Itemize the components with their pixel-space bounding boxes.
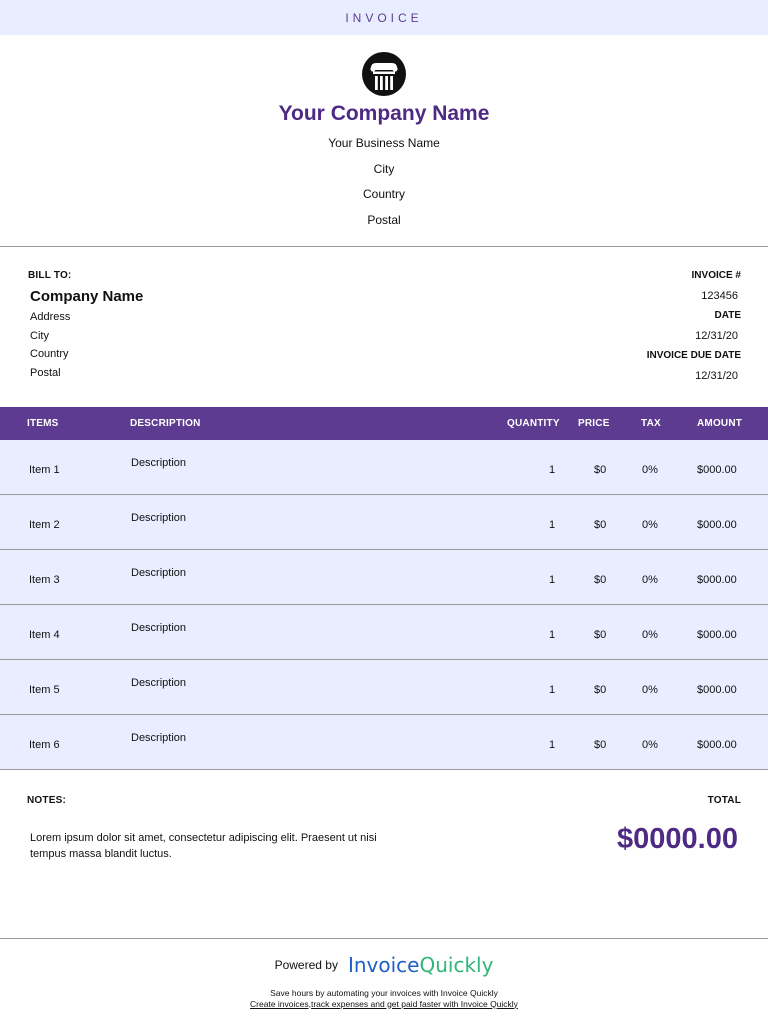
invoice-banner: [0, 0, 768, 35]
header-description: DESCRIPTION: [130, 418, 201, 429]
row-price: $0: [594, 574, 607, 586]
table-row: [0, 605, 768, 660]
row-item: Item 5: [29, 684, 60, 696]
table-row: [0, 550, 768, 605]
table-row: [0, 440, 768, 495]
header-items: ITEMS: [27, 418, 59, 429]
row-amount: $000.00: [697, 519, 737, 531]
row-tax: 0%: [642, 519, 658, 531]
header-divider: [0, 246, 768, 247]
total-value: $0000.00: [617, 823, 738, 855]
row-price: $0: [594, 739, 607, 751]
row-description: Description: [131, 567, 187, 579]
row-tax: 0%: [642, 739, 658, 751]
bill-to-city: City: [30, 329, 49, 342]
company-postal: Postal: [367, 212, 401, 227]
table-row: [0, 495, 768, 550]
row-tax: 0%: [642, 464, 658, 476]
company-business-name: Your Business Name: [328, 136, 440, 150]
bill-to-country: Country: [30, 348, 69, 360]
footer-divider: [0, 938, 768, 939]
bill-to-label: BILL TO:: [28, 270, 72, 281]
powered-by-row: [0, 950, 768, 980]
header-tax: TAX: [641, 418, 661, 429]
row-price: $0: [594, 519, 607, 531]
company-header: [0, 52, 768, 233]
header-amount: AMOUNT: [697, 418, 743, 429]
invoice-title: INVOICE: [345, 10, 423, 25]
row-quantity: 1: [549, 684, 556, 696]
row-item: Item 2: [29, 519, 60, 531]
table-row: [0, 660, 768, 715]
row-quantity: 1: [549, 464, 556, 476]
pillar-icon: [362, 52, 406, 96]
invoice-number: 123456: [701, 290, 738, 302]
row-amount: $000.00: [697, 629, 737, 641]
row-amount: $000.00: [697, 684, 737, 696]
invoice-number-label: INVOICE #: [691, 270, 741, 281]
notes-text: Lorem ipsum dolor sit amet, consectetur adipiscing elit. Praesent ut nisi tempus massa blandit luctus.: [30, 832, 377, 860]
table-row: [0, 715, 768, 770]
notes-label: NOTES:: [27, 795, 66, 806]
row-quantity: 1: [549, 739, 556, 751]
invoice-meta: [647, 270, 741, 390]
row-item: Item 6: [29, 739, 60, 751]
company-name: Your Company Name: [278, 102, 490, 125]
footer: [0, 950, 768, 1009]
brand-name-part2: Quickly: [419, 953, 494, 977]
header-quantity: QUANTITY: [507, 418, 560, 429]
row-amount: $000.00: [697, 739, 737, 751]
row-tax: 0%: [642, 574, 658, 586]
company-country: Country: [362, 187, 406, 201]
row-item: Item 4: [29, 629, 60, 641]
bill-to-company: Company Name: [30, 288, 144, 305]
items-table-header: [0, 407, 768, 440]
powered-by-label: Powered by: [274, 958, 338, 972]
total-label: TOTAL: [707, 795, 741, 806]
footer-tagline: Save hours by automating your invoices with Invoice Quickly: [270, 988, 498, 998]
row-quantity: 1: [549, 519, 556, 531]
items-table-body: [0, 440, 768, 770]
row-quantity: 1: [549, 629, 556, 641]
row-description: Description: [131, 622, 187, 634]
bill-to-address: Address: [30, 311, 71, 323]
row-description: Description: [131, 457, 187, 469]
invoice-date-label: DATE: [714, 310, 741, 321]
brand-name-part1: Invoice: [347, 953, 420, 977]
row-description: Description: [131, 677, 187, 689]
bill-to-section: [28, 270, 143, 382]
row-item: Item 3: [29, 574, 60, 586]
invoice-due-label: INVOICE DUE DATE: [646, 350, 741, 361]
footer-link[interactable]: Create invoices,track expenses and get paid faster with Invoice Quickly: [250, 998, 518, 1009]
row-quantity: 1: [549, 574, 556, 586]
row-description: Description: [131, 512, 187, 524]
row-price: $0: [594, 629, 607, 641]
invoice-date: 12/31/20: [695, 330, 738, 342]
row-tax: 0%: [642, 629, 658, 641]
header-price: PRICE: [578, 418, 610, 429]
row-tax: 0%: [642, 684, 658, 696]
row-description: Description: [131, 732, 187, 744]
row-amount: $000.00: [697, 464, 737, 476]
row-item: Item 1: [29, 464, 60, 476]
company-city: City: [373, 161, 395, 176]
row-price: $0: [594, 464, 607, 476]
invoice-due-date: 12/31/20: [695, 370, 738, 382]
invoice-quickly-logo[interactable]: [348, 953, 493, 977]
bill-to-postal: Postal: [30, 366, 61, 379]
row-price: $0: [594, 684, 607, 696]
row-amount: $000.00: [697, 574, 737, 586]
